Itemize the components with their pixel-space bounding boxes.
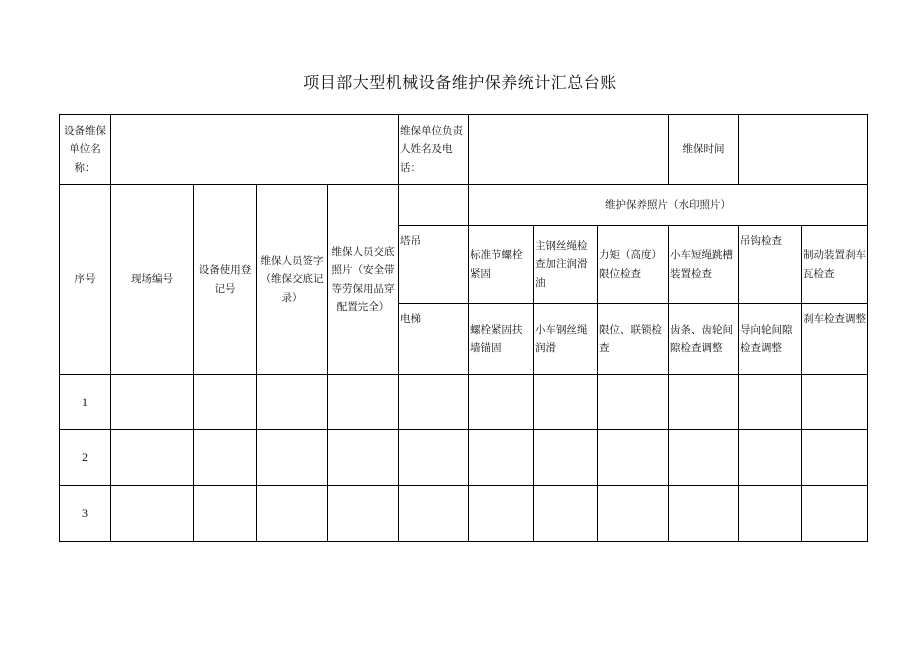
table-cell[interactable] bbox=[802, 375, 868, 430]
table-cell[interactable] bbox=[257, 375, 328, 430]
table-cell[interactable] bbox=[469, 375, 534, 430]
col-photo: 维保人员交底照片（安全带等劳保用品穿配置完全） bbox=[328, 185, 399, 375]
col-reg-no: 设备使用登记号 bbox=[194, 185, 257, 375]
table-cell[interactable] bbox=[328, 430, 399, 486]
col-maint-photos: 维护保养照片（水印照片） bbox=[469, 185, 868, 226]
elevator-item-4: 齿条、齿轮间隙检查调整 bbox=[669, 304, 739, 375]
tower-item-5: 吊钩检查 bbox=[739, 226, 802, 304]
elevator-item-3: 限位、联锁检查 bbox=[598, 304, 669, 375]
row-seq: 1 bbox=[60, 375, 111, 430]
col-signature: 维保人员签字（维保交底记录） bbox=[257, 185, 328, 375]
tower-item-3: 力矩（高度）限位检查 bbox=[598, 226, 669, 304]
col-site-no: 现场编号 bbox=[111, 185, 194, 375]
table-cell[interactable] bbox=[534, 430, 598, 486]
table-cell[interactable] bbox=[598, 375, 669, 430]
table-cell[interactable] bbox=[598, 486, 669, 542]
table-row bbox=[60, 430, 868, 486]
table-cell[interactable] bbox=[194, 486, 257, 542]
table-cell[interactable] bbox=[669, 430, 739, 486]
unit-label: 设备维保单位名称： bbox=[60, 115, 111, 185]
blank-cell bbox=[399, 185, 469, 226]
table-cell[interactable] bbox=[111, 430, 194, 486]
maintenance-ledger-table bbox=[59, 114, 868, 542]
column-header-row-1 bbox=[60, 185, 868, 226]
elevator-item-1: 螺栓紧固扶墙锚固 bbox=[469, 304, 534, 375]
table-cell[interactable] bbox=[399, 486, 469, 542]
table-cell[interactable] bbox=[669, 375, 739, 430]
person-label: 维保单位负责人姓名及电话： bbox=[399, 115, 469, 185]
table-cell[interactable] bbox=[257, 486, 328, 542]
unit-value-cell[interactable] bbox=[111, 115, 399, 185]
tower-item-2: 主钢丝绳检查加注润滑油 bbox=[534, 226, 598, 304]
unit-info-row bbox=[60, 115, 868, 185]
table-cell[interactable] bbox=[111, 375, 194, 430]
elevator-label: 电梯 bbox=[399, 304, 469, 375]
time-value-cell[interactable] bbox=[739, 115, 868, 185]
time-label: 维保时间 bbox=[669, 115, 739, 185]
table-cell[interactable] bbox=[111, 486, 194, 542]
table-cell[interactable] bbox=[669, 486, 739, 542]
table-cell[interactable] bbox=[739, 486, 802, 542]
col-seq: 序号 bbox=[60, 185, 111, 375]
table-cell[interactable] bbox=[328, 375, 399, 430]
table-cell[interactable] bbox=[598, 430, 669, 486]
table-row bbox=[60, 486, 868, 542]
table-cell[interactable] bbox=[194, 430, 257, 486]
table-cell[interactable] bbox=[534, 375, 598, 430]
table-cell[interactable] bbox=[328, 486, 399, 542]
table-cell[interactable] bbox=[257, 430, 328, 486]
tower-item-4: 小车短绳跳槽装置检查 bbox=[669, 226, 739, 304]
table-cell[interactable] bbox=[739, 430, 802, 486]
elevator-item-5: 导向轮间隙检查调整 bbox=[739, 304, 802, 375]
tower-item-6: 制动装置刹车瓦检查 bbox=[802, 226, 868, 304]
table-cell[interactable] bbox=[802, 486, 868, 542]
table-cell[interactable] bbox=[534, 486, 598, 542]
tower-crane-label: 塔吊 bbox=[399, 226, 469, 304]
table-cell[interactable] bbox=[739, 375, 802, 430]
row-seq: 2 bbox=[60, 430, 111, 486]
table-cell[interactable] bbox=[469, 486, 534, 542]
row-seq: 3 bbox=[60, 486, 111, 542]
table-cell[interactable] bbox=[399, 430, 469, 486]
table-cell[interactable] bbox=[399, 375, 469, 430]
tower-item-1: 标准节螺栓紧固 bbox=[469, 226, 534, 304]
elevator-item-2: 小车钢丝绳润滑 bbox=[534, 304, 598, 375]
person-value-cell[interactable] bbox=[469, 115, 669, 185]
table-cell[interactable] bbox=[194, 375, 257, 430]
page-title: 项目部大型机械设备维护保养统计汇总台账 bbox=[303, 73, 617, 92]
table-cell[interactable] bbox=[802, 430, 868, 486]
table-cell[interactable] bbox=[469, 430, 534, 486]
elevator-item-6: 刹车检查调整 bbox=[802, 304, 868, 375]
table-row bbox=[60, 375, 868, 430]
